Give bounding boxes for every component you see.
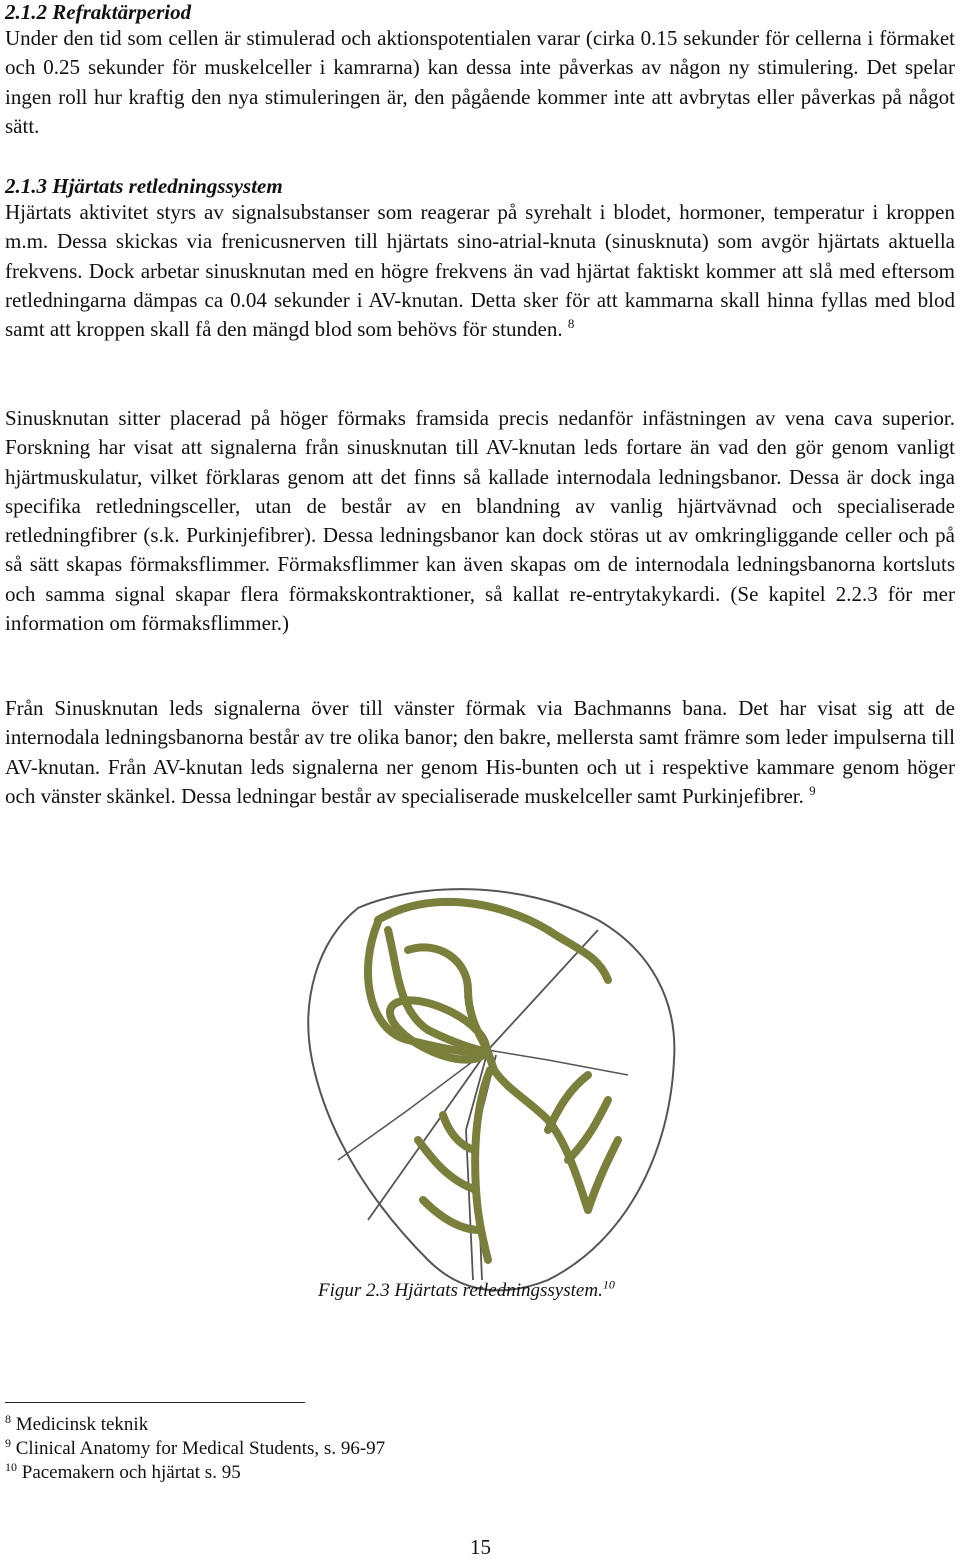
paragraph-retledning xyxy=(5,198,955,344)
footnote-number: 10 xyxy=(5,1460,17,1474)
figure-caption xyxy=(318,1279,615,1303)
caption-footnote-ref[interactable]: 10 xyxy=(602,1277,615,1292)
footnote-text: Clinical Anatomy for Medical Students, s. 96-97 xyxy=(15,1438,386,1459)
purkinje-fiber xyxy=(423,1200,480,1230)
footnote-number: 8 xyxy=(5,1412,11,1426)
section-heading-refraktarperiod: 2.1.2 Refraktärperiod xyxy=(5,0,192,24)
paragraph-text: Från Sinusknutan leds signalerna över till vänster förmak via Bachmanns bana. Det har visat sig att de internodala ledningsbanorna består av tre olika banor; den bakre, mellersta samt främre som leder impulserna till AV-knutan. Från AV-knutan leds signalerna ner genom His-bunten och ut i respektive kammare genom höger och vänster skänkel. Dessa ledningar består av specialiserade muskelceller samt Purkinjefibrer. xyxy=(5,696,955,808)
footnote xyxy=(5,1413,385,1437)
paragraph-text: Hjärtats aktivitet styrs av signalsubstanser som reagerar på syrehalt i blodet, hormoner, temperatur i kroppen m.m. Dessa skickas via frenicusnerven till hjärtats sino-atrial-knuta (sinusknuta) som avgör hjärtats aktuella frekvens. Dock arbetar sinusknutan med en högre frekvens än vad hjärtat faktiskt kommer att slå med eftersom retledningarna dämpas ca 0.04 sekunder i AV-knutan. Detta sker för att kammarna skall hinna fyllas med blod samt att kroppen skall få den mängd blod som behövs för stunden. xyxy=(5,200,955,342)
paragraph-bachmann xyxy=(5,694,955,811)
heart-conduction-figure xyxy=(298,860,680,1292)
page-number: 15 xyxy=(470,1535,491,1559)
footnote xyxy=(5,1437,385,1461)
paragraph-refraktarperiod xyxy=(5,24,955,141)
footnote-number: 9 xyxy=(5,1436,11,1450)
paragraph-text: Sinusknutan sitter placerad på höger förmaks framsida precis nedanför infästningen av vena cava superior. Forskning har visat att signalerna från sinusknutan till AV-knutan leds fortare än vad den gör genom vanligt hjärtmuskulatur, vilket förklaras genom att det finns så kallade internodala ledningsbanor. Dessa är dock inga specifika retledningsceller, utan de består av en blandning av vanlig hjärtvävnad och specialiserade retledningfibrer (s.k. Purkinjefibrer). Dessa ledningsbanor kan dock störas ut av omkringliggande celler och på så sätt skapas förmaksflimmer. Förmaksflimmer kan även skapas om de internodala ledningsbanorna kortsluts och samma signal skapar flera förmakskontraktioner, så kallat re-entrytakykardi. (Se kapitel 2.2.3 för mer information om förmaksflimmer.) xyxy=(5,406,955,636)
purkinje-fiber xyxy=(588,1140,618,1210)
paragraph-text: Under den tid som cellen är stimulerad och aktionspotentialen varar (cirka 0.15 sekunder för cellerna i förmaket och 0.25 sekunder för muskelceller i kamrarna) kan dessa inte påverkas av någon ny stimulering. Det spelar ingen roll hur kraftig den nya stimuleringen är, den pågående kommer inte att avbrytas eller påverkas på något sätt. xyxy=(5,26,955,138)
caption-text: Figur 2.3 Hjärtats retledningssystem. xyxy=(318,1280,603,1301)
septum-line xyxy=(368,930,598,1220)
purkinje-fiber xyxy=(568,1100,608,1160)
footnotes xyxy=(5,1413,385,1485)
paragraph-sinusknutan xyxy=(5,404,955,638)
footnote-text: Pacemakern och hjärtat s. 95 xyxy=(21,1462,241,1483)
footnote-ref[interactable]: 9 xyxy=(809,782,816,798)
bachmann-bundle xyxy=(378,902,608,980)
section-heading-retledningssystem: 2.1.3 Hjärtats retledningssystem xyxy=(5,174,283,198)
purkinje-fiber xyxy=(548,1075,588,1130)
heart-outline xyxy=(308,889,674,1290)
footnote xyxy=(5,1461,385,1485)
footnote-separator xyxy=(5,1402,305,1403)
conduction-pathways xyxy=(368,902,618,1260)
footnote-ref[interactable]: 8 xyxy=(567,316,575,332)
footnote-text: Medicinsk teknik xyxy=(15,1414,149,1435)
